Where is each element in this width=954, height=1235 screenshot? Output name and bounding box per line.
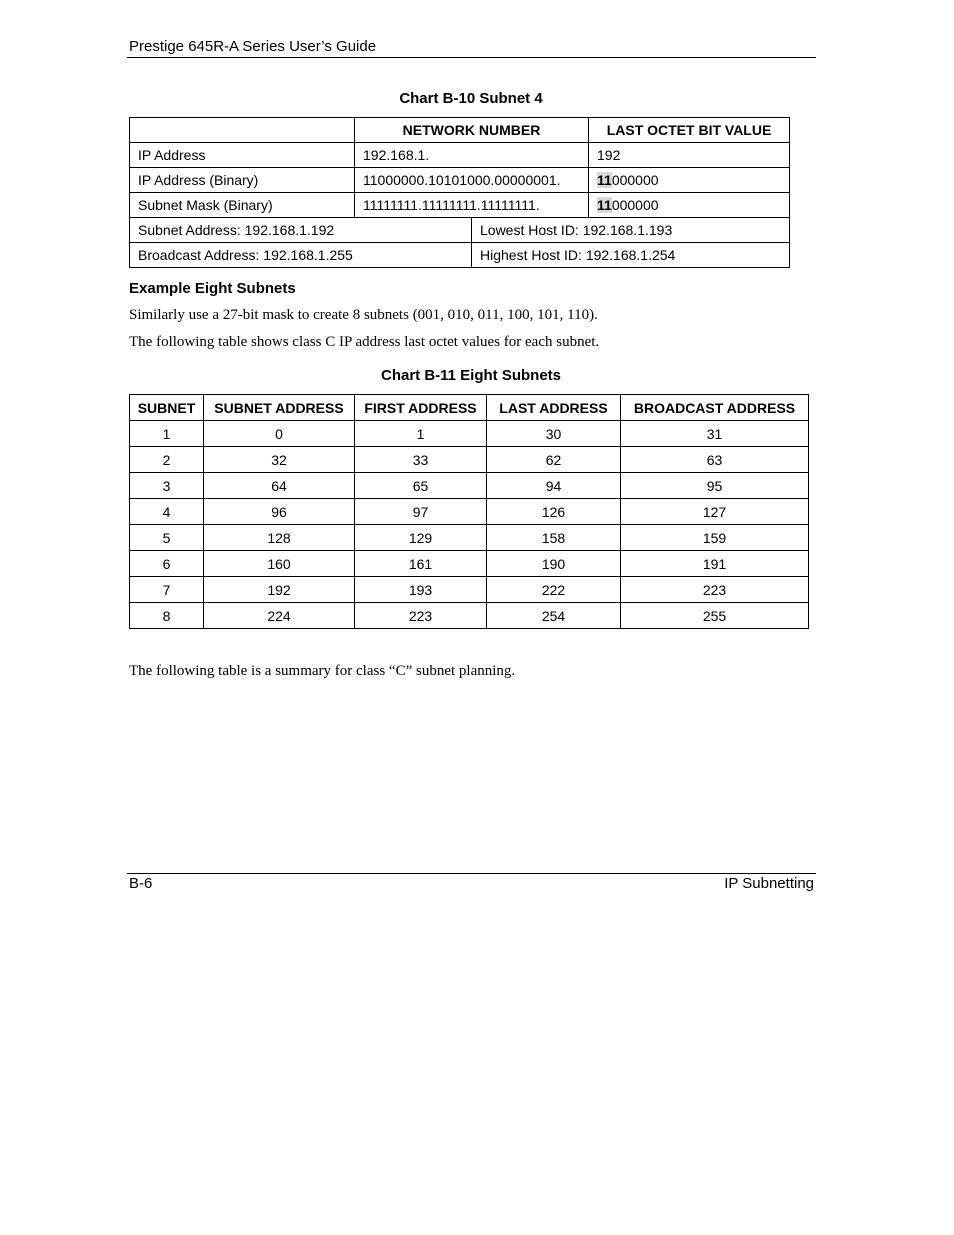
body-paragraph: Similarly use a 27-bit mask to create 8 subnets (001, 010, 011, 100, 101, 110). [129, 307, 598, 323]
table-row [130, 473, 809, 499]
table-header-cell: LAST OCTET BIT VALUE [589, 118, 790, 143]
table-row [130, 577, 809, 603]
body-paragraph: The following table shows class C IP address last octet values for each subnet. [129, 334, 600, 350]
body-paragraph: The following table is a summary for class “C” subnet planning. [129, 663, 516, 679]
table-header-cell: SUBNET ADDRESS [204, 395, 355, 421]
table-cell: 5 [130, 525, 204, 551]
table-cell: 193 [355, 577, 487, 603]
chart-b10-caption: Chart B-10 Subnet 4 [399, 90, 543, 107]
table-cell: 222 [487, 577, 621, 603]
table-cell: 127 [621, 499, 809, 525]
highlighted-bits: 11 [597, 197, 612, 213]
table-row [130, 525, 809, 551]
remaining-bits: 000000 [611, 172, 659, 188]
table-cell: 254 [487, 603, 621, 629]
footer-rule [127, 873, 816, 874]
table-cell: 65 [355, 473, 487, 499]
page-header-title: Prestige 645R-A Series User’s Guide [129, 38, 377, 55]
table-row [130, 499, 809, 525]
table-header-row [130, 395, 809, 421]
last-octet-cell [589, 193, 790, 218]
table-header-row [130, 118, 790, 143]
table-cell: 255 [621, 603, 809, 629]
network-number-cell: 192.168.1. [355, 143, 589, 168]
table-row [130, 168, 790, 193]
lowest-host-cell: Lowest Host ID: 192.168.1.193 [472, 218, 790, 243]
table-cell: 2 [130, 447, 204, 473]
table-row [130, 447, 809, 473]
chapter-title: IP Subnetting [724, 875, 814, 892]
table-cell: 8 [130, 603, 204, 629]
table-cell: 224 [204, 603, 355, 629]
table-cell: 128 [204, 525, 355, 551]
network-number-cell: 11111111.11111111.11111111. [355, 193, 589, 218]
table-cell: 159 [621, 525, 809, 551]
chart-b10-table [129, 117, 790, 268]
table-header-cell: SUBNET [130, 395, 204, 421]
table-cell: 191 [621, 551, 809, 577]
table-cell: 31 [621, 421, 809, 447]
page-number: B-6 [129, 875, 153, 892]
table-cell: 129 [355, 525, 487, 551]
table-cell: 32 [204, 447, 355, 473]
table-header-cell: BROADCAST ADDRESS [621, 395, 809, 421]
table-row [130, 551, 809, 577]
network-number-cell: 11000000.10101000.00000001. [355, 168, 589, 193]
table-header-cell [130, 118, 355, 143]
row-label: IP Address [130, 143, 355, 168]
table-cell: 30 [487, 421, 621, 447]
table-cell: 161 [355, 551, 487, 577]
table-cell: 158 [487, 525, 621, 551]
table-cell: 160 [204, 551, 355, 577]
table-cell: 192 [204, 577, 355, 603]
table-row [130, 421, 809, 447]
section-heading: Example Eight Subnets [129, 280, 296, 297]
subnet-address-cell: Subnet Address: 192.168.1.192 [130, 218, 472, 243]
table-cell: 4 [130, 499, 204, 525]
table-cell: 7 [130, 577, 204, 603]
table-cell: 1 [130, 421, 204, 447]
row-label: Subnet Mask (Binary) [130, 193, 355, 218]
last-octet-value: 192 [597, 147, 621, 163]
table-cell: 126 [487, 499, 621, 525]
table-cell: 95 [621, 473, 809, 499]
table-cell: 33 [355, 447, 487, 473]
chart-b11-caption: Chart B-11 Eight Subnets [380, 367, 562, 384]
table-cell: 63 [621, 447, 809, 473]
table-header-cell: LAST ADDRESS [487, 395, 621, 421]
table-row [130, 218, 790, 243]
table-cell: 223 [355, 603, 487, 629]
table-cell: 3 [130, 473, 204, 499]
table-row [130, 193, 790, 218]
table-cell: 94 [487, 473, 621, 499]
row-label: IP Address (Binary) [130, 168, 355, 193]
header-rule [127, 57, 816, 58]
table-row [130, 243, 790, 268]
table-cell: 64 [204, 473, 355, 499]
last-octet-cell [589, 143, 790, 168]
table-cell: 190 [487, 551, 621, 577]
table-cell: 1 [355, 421, 487, 447]
last-octet-cell [589, 168, 790, 193]
remaining-bits: 000000 [611, 197, 659, 213]
chart-b11-table [129, 394, 809, 629]
table-cell: 62 [487, 447, 621, 473]
table-cell: 0 [204, 421, 355, 447]
table-cell: 223 [621, 577, 809, 603]
table-cell: 96 [204, 499, 355, 525]
table-header-cell: FIRST ADDRESS [355, 395, 487, 421]
table-cell: 6 [130, 551, 204, 577]
highlighted-bits: 11 [597, 172, 612, 188]
table-row [130, 603, 809, 629]
table-cell: 97 [355, 499, 487, 525]
highest-host-cell: Highest Host ID: 192.168.1.254 [472, 243, 790, 268]
table-row [130, 143, 790, 168]
broadcast-address-cell: Broadcast Address: 192.168.1.255 [130, 243, 472, 268]
table-header-cell: NETWORK NUMBER [355, 118, 589, 143]
